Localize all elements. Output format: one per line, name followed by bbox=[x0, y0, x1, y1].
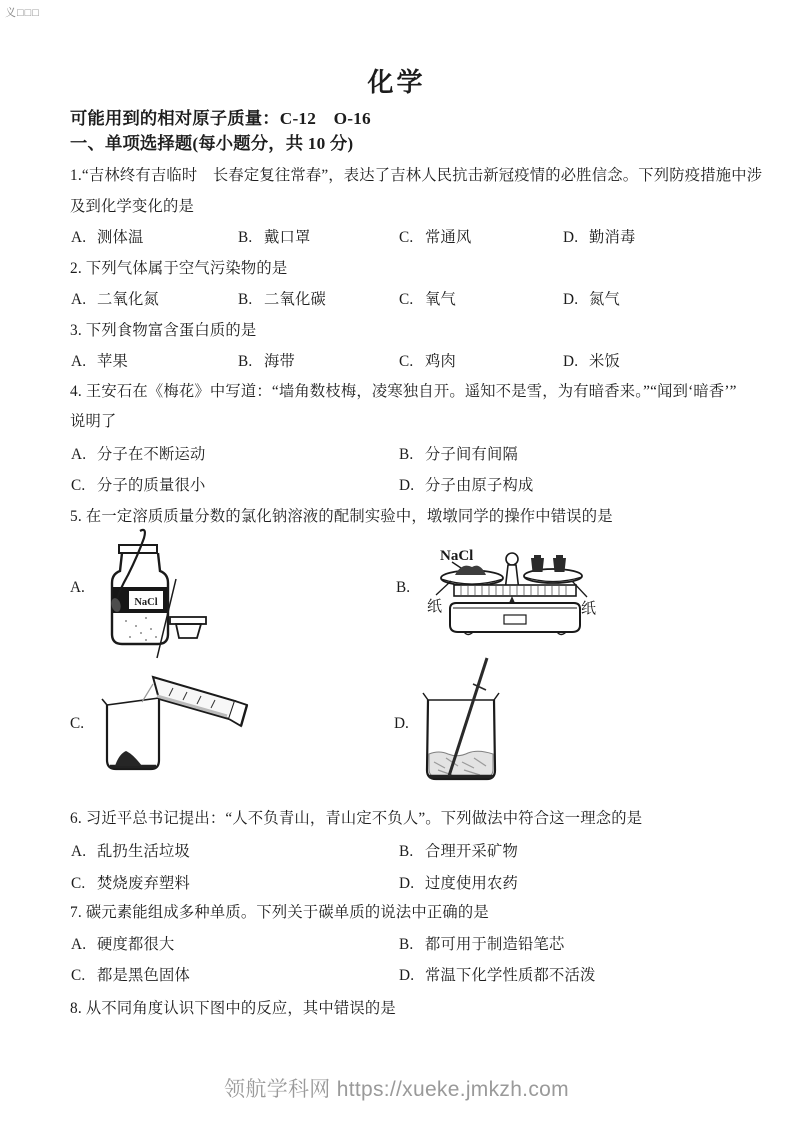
q2-option-a: A. 二氧化氮 bbox=[71, 291, 159, 308]
question-8-line-1: 8. 从不同角度认识下图中的反应，其中错误的是 bbox=[70, 1000, 396, 1017]
section-heading: 一、单项选择题(每小题分，共 10 分) bbox=[70, 134, 354, 153]
figure-d-stirring bbox=[413, 650, 513, 800]
q2-option-b: B. 二氧化碳 bbox=[238, 291, 326, 308]
paper-left-text: 纸 bbox=[427, 599, 443, 615]
q1-option-a: A. 测体温 bbox=[71, 229, 144, 246]
atomic-mass-note: 可能用到的相对原子质量：C-12 O-16 bbox=[70, 109, 371, 128]
q7-option-c: C. 都是黑色固体 bbox=[71, 967, 190, 984]
q6-option-a: A. 乱扔生活垃圾 bbox=[71, 843, 190, 860]
q3-option-c: C. 鸡肉 bbox=[399, 353, 456, 370]
beaker-pour-illustration bbox=[95, 660, 275, 795]
figure-c-label: C. bbox=[70, 715, 85, 732]
question-1-options bbox=[0, 225, 793, 247]
figure-a-reagent-bottle bbox=[100, 525, 230, 670]
figure-c-pouring bbox=[95, 660, 275, 800]
question-3-line-1: 3. 下列食物富含蛋白质的是 bbox=[70, 322, 257, 339]
q7-option-d: D. 常温下化学性质都不活泼 bbox=[399, 967, 596, 984]
question-7-options-row-1 bbox=[0, 932, 793, 954]
scan-artifact-marks: 义□□□ bbox=[5, 7, 40, 19]
q4-option-d: D. 分子由原子构成 bbox=[399, 477, 534, 494]
question-4-line-2: 说明了 bbox=[70, 413, 117, 430]
q1-option-c: C. 常通风 bbox=[399, 229, 472, 246]
question-6-line-1: 6. 习近平总书记提出：“人不负青山，青山定不负人”。下列做法中符合这一理念的是 bbox=[70, 810, 643, 827]
question-3-options bbox=[0, 349, 793, 371]
q1-option-d: D. 勤消毒 bbox=[563, 229, 636, 246]
reagent-bottle-illustration bbox=[100, 525, 230, 665]
balance-illustration bbox=[420, 535, 630, 660]
balance-nacl-text: NaCl bbox=[440, 548, 474, 564]
question-1-line-1: 1.“吉林终有吉临时 长春定复往常春”，表达了吉林人民抗击新冠疫情的必胜信念。下列防疫措施中涉 bbox=[70, 167, 763, 184]
question-1-line-2: 及到化学变化的是 bbox=[70, 198, 194, 215]
question-4-options-row-2 bbox=[0, 473, 793, 495]
figure-b-label: B. bbox=[396, 579, 411, 596]
question-4-options-row-1 bbox=[0, 442, 793, 464]
q3-option-a: A. 苹果 bbox=[71, 353, 128, 370]
q2-option-c: C. 氧气 bbox=[399, 291, 456, 308]
figure-a-label: A. bbox=[70, 579, 85, 596]
bottle-label-text: NaCl bbox=[134, 597, 158, 608]
q6-option-d: D. 过度使用农药 bbox=[399, 875, 518, 892]
figure-b-balance bbox=[420, 535, 630, 665]
q7-option-b: B. 都可用于制造铅笔芯 bbox=[399, 936, 565, 953]
question-5-line-1: 5. 在一定溶质质量分数的氯化钠溶液的配制实验中，墩墩同学的操作中错误的是 bbox=[70, 508, 613, 525]
paper-right-text: 纸 bbox=[581, 601, 597, 617]
q7-option-a: A. 硬度都很大 bbox=[71, 936, 175, 953]
page-title: 化学 bbox=[367, 68, 426, 97]
q1-option-b: B. 戴口罩 bbox=[238, 229, 311, 246]
question-7-options-row-2 bbox=[0, 963, 793, 985]
watermark-site-link: 领航学科网 https://xueke.jmkzh.com bbox=[224, 1078, 569, 1101]
q4-option-b: B. 分子间有间隔 bbox=[399, 446, 518, 463]
q4-option-c: C. 分子的质量很小 bbox=[71, 477, 206, 494]
q6-option-c: C. 焚烧废弃塑料 bbox=[71, 875, 190, 892]
q4-option-a: A. 分子在不断运动 bbox=[71, 446, 206, 463]
q6-option-b: B. 合理开采矿物 bbox=[399, 843, 518, 860]
q3-option-d: D. 米饭 bbox=[563, 353, 620, 370]
q2-option-d: D. 氮气 bbox=[563, 291, 620, 308]
question-6-options-row-1 bbox=[0, 839, 793, 861]
beaker-stir-illustration bbox=[413, 650, 513, 795]
question-2-line-1: 2. 下列气体属于空气污染物的是 bbox=[70, 260, 288, 277]
question-6-options-row-2 bbox=[0, 871, 793, 893]
question-7-line-1: 7. 碳元素能组成多种单质。下列关于碳单质的说法中正确的是 bbox=[70, 904, 489, 921]
question-4-line-1: 4. 王安石在《梅花》中写道：“墙角数枝梅，凌寒独自开。遥知不是雪，为有暗香来。”“闻到‘暗香’” bbox=[70, 383, 737, 400]
q3-option-b: B. 海带 bbox=[238, 353, 295, 370]
question-2-options bbox=[0, 287, 793, 309]
figure-d-label: D. bbox=[394, 715, 409, 732]
